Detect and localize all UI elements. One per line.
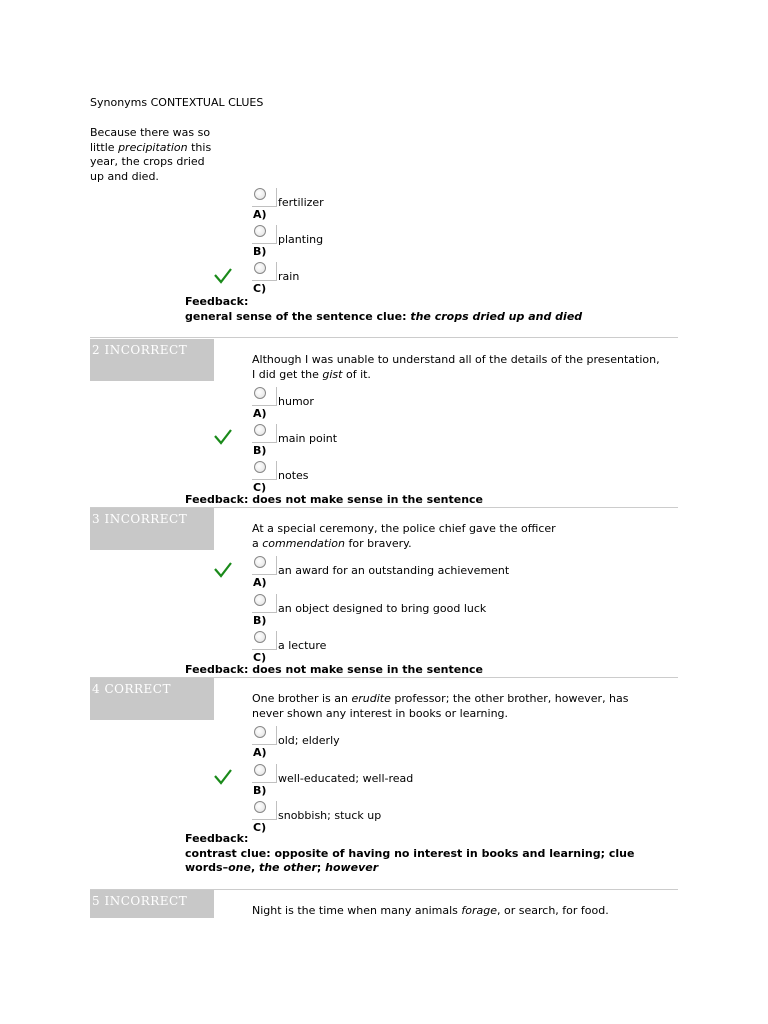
radio-button[interactable] (254, 556, 266, 568)
question-3-prompt: At a special ceremony, the police chief gave the officer a commendation for bravery. (252, 522, 556, 550)
question-4-header: 4 CORRECT (90, 678, 214, 720)
radio-button[interactable] (254, 764, 266, 776)
q2-option-c[interactable]: C) notes (252, 461, 412, 497)
q4-feedback: Feedback: contrast clue: opposite of having no interest in books and learning; clue words–one, the other; however (185, 832, 635, 874)
q4-option-c[interactable]: C) snobbish; stuck up (252, 801, 412, 837)
checkmark-icon (214, 429, 232, 445)
checkmark-icon (214, 562, 232, 578)
q4-option-a[interactable]: A) old; elderly (252, 726, 412, 762)
radio-button[interactable] (254, 188, 266, 200)
radio-button[interactable] (254, 801, 266, 813)
question-1-prompt: Because there was so little precipitation this year, the crops dried up and died. (90, 126, 212, 183)
checkmark-icon (214, 268, 232, 284)
radio-button[interactable] (254, 387, 266, 399)
q3-option-a[interactable]: A) an award for an outstanding achievement (252, 556, 412, 592)
q2-option-b[interactable]: B) main point (252, 424, 412, 460)
checkmark-icon (214, 769, 232, 785)
divider (90, 337, 678, 338)
question-5-prompt: Night is the time when many animals forage, or search, for food. (252, 904, 609, 917)
radio-button[interactable] (254, 262, 266, 274)
q1-option-c[interactable]: C) rain (252, 262, 412, 298)
q1-option-a[interactable]: A) fertilizer (252, 188, 412, 224)
question-3-header: 3 INCORRECT (90, 508, 214, 550)
question-2-prompt: Although I was unable to understand all of the details of the presentation, I did get the gist of it. (252, 353, 660, 381)
q1-option-b[interactable]: B) planting (252, 225, 412, 261)
radio-button[interactable] (254, 424, 266, 436)
q3-option-c[interactable]: C) a lecture (252, 631, 412, 667)
question-5-header: 5 INCORRECT (90, 890, 214, 918)
page-title: Synonyms CONTEXTUAL CLUES (90, 96, 264, 109)
q3-feedback: Feedback: does not make sense in the sentence (185, 663, 484, 676)
question-4-prompt: One brother is an erudite professor; the other brother, however, has never shown any interest in books or learning. (252, 692, 629, 720)
q2-feedback: Feedback: does not make sense in the sentence (185, 493, 484, 506)
q3-option-b[interactable]: B) an object designed to bring good luck (252, 594, 412, 630)
radio-button[interactable] (254, 631, 266, 643)
radio-button[interactable] (254, 225, 266, 237)
radio-button[interactable] (254, 594, 266, 606)
q4-option-b[interactable]: B) well-educated; well-read (252, 764, 412, 800)
q1-feedback: Feedback: general sense of the sentence clue: the crops dried up and died (185, 295, 583, 323)
question-2-header: 2 INCORRECT (90, 339, 214, 381)
q2-option-a[interactable]: A) humor (252, 387, 412, 423)
radio-button[interactable] (254, 461, 266, 473)
radio-button[interactable] (254, 726, 266, 738)
